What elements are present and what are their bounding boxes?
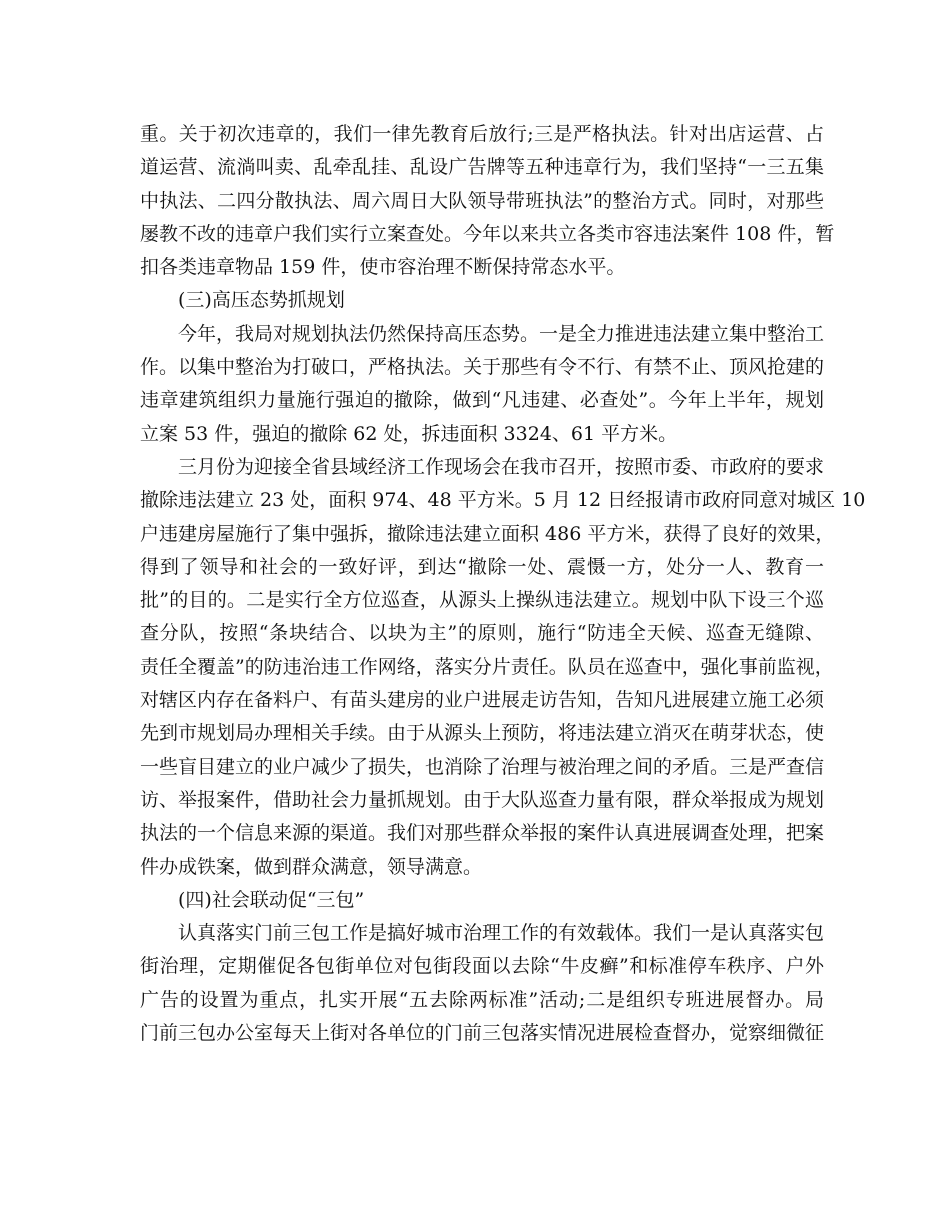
text-line: 违章建筑组织力量施行强迫的撤除，做到“凡违建、必查处”。今年上半年，规划 — [140, 389, 824, 412]
text-line: 件办成铁案，做到群众满意，领导满意。 — [140, 855, 483, 878]
text-line: 今年，我局对规划执法仍然保持高压态势。一是全力推进违法建立集中整治工 — [178, 322, 825, 345]
text-line: 撤除违法建立 23 处，面积 974、48 平方米。5 月 12 日经报请市政府同意对城区 10 — [140, 489, 866, 512]
text-line: 中执法、二四分散执法、周六周日大队领导带班执法”的整治方式。同时，对那些 — [140, 189, 824, 212]
text-line: 查分队，按照“条块结合、以块为主”的原则，施行“防违全天候、巡查无缝隙、 — [140, 622, 824, 645]
text-line: 道运营、流淌叫卖、乱牵乱挂、乱设广告牌等五种违章行为，我们坚持“一三五集 — [140, 156, 824, 179]
text-line: 重。关于初次违章的，我们一律先教育后放行;三是严格执法。针对出店运营、占 — [140, 123, 824, 145]
text-line: 批”的目的。二是实行全方位巡查，从源头上操纵违法建立。规划中队下设三个巡 — [140, 589, 824, 612]
text-line: 执法的一个信息来源的渠道。我们对那些群众举报的案件认真进展调查处理，把案 — [140, 822, 825, 845]
text-line: 户违建房屋施行了集中强拆，撤除违法建立面积 486 平方米，获得了良好的效果， — [140, 522, 835, 545]
text-line: 三月份为迎接全省县域经济工作现场会在我市召开，按照市委、市政府的要求 — [178, 455, 825, 478]
text-line: 屡教不改的违章户我们实行立案查处。今年以来共立各类市容违法案件 108 件，暂 — [140, 222, 835, 245]
text-line: 街治理，定期催促各包街单位对包街段面以去除“牛皮癣”和标准停车秩序、户外 — [140, 955, 824, 978]
text-line: 扣各类违章物品 159 件，使市容治理不断保持常态水平。 — [140, 256, 626, 279]
text-line: 一些盲目建立的业户减少了损失，也消除了治理与被治理之间的矛盾。三是严查信 — [140, 755, 825, 778]
text-line: 门前三包办公室每天上街对各单位的门前三包落实情况进展检查督办，觉察细微征 — [140, 1022, 825, 1045]
text-line: 先到市规划局办理相关手续。由于从源头上预防，将违法建立消灭在萌芽状态，使 — [140, 722, 825, 745]
text-line: (四)社会联动促“三包” — [178, 888, 365, 911]
text-line: 立案 53 件，强迫的撤除 62 处，拆违面积 3324、61 平方米。 — [140, 422, 678, 445]
text-line: 访、举报案件，借助社会力量抓规划。由于大队巡查力量有限，群众举报成为规划 — [140, 788, 825, 811]
text-line: 对辖区内存在备料户、有苗头建房的业户进展走访告知，告知凡进展建立施工必须 — [140, 689, 825, 712]
text-line: 责任全覆盖”的防违治违工作网络，落实分片责任。队员在巡查中，强化事前监视， — [140, 655, 834, 678]
document-body — [140, 118, 866, 1050]
text-line: 广告的设置为重点，扎实开展“五去除两标准”活动;二是组织专班进展督办。局 — [140, 988, 824, 1011]
text-line: 得到了领导和社会的一致好评，到达“撤除一处、震慑一方，处分一人、教育一 — [140, 555, 824, 578]
text-line: (三)高压态势抓规划 — [178, 289, 345, 312]
text-line: 作。以集中整治为打破口，严格执法。关于那些有令不行、有禁不止、顶风抢建的 — [140, 356, 825, 379]
text-line: 认真落实门前三包工作是搞好城市治理工作的有效载体。我们一是认真落实包 — [178, 922, 825, 945]
